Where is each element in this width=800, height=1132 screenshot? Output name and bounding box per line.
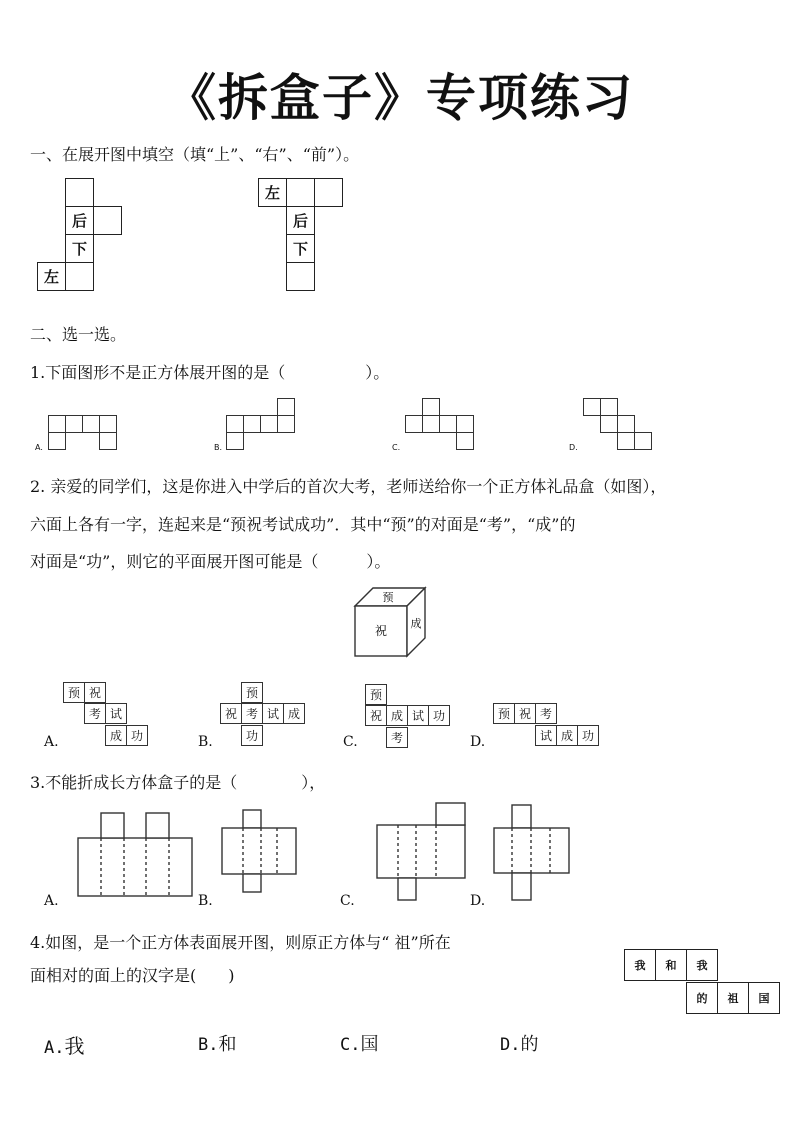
net2-cell <box>286 262 315 291</box>
net-square <box>277 398 295 416</box>
gift-cube <box>350 583 430 660</box>
net-word-cell: 祝 <box>220 703 242 724</box>
net-square <box>260 415 278 433</box>
net-word-cell: 预 <box>493 703 515 724</box>
net-square <box>405 415 423 433</box>
net-word-cell: 成 <box>283 703 305 724</box>
cube-top-char: 预 <box>382 591 394 604</box>
grid-cell: 祖 <box>717 982 749 1014</box>
net-word-cell: 试 <box>105 703 127 724</box>
option-label: D. <box>470 893 486 909</box>
page-title: 《拆盒子》专项练习 <box>166 69 634 127</box>
answer-letter: B. <box>198 1035 219 1055</box>
q4-answer-b <box>198 1030 236 1056</box>
net-word-cell: 功 <box>428 705 450 726</box>
net-square <box>99 432 117 450</box>
net-word-cell: 功 <box>126 725 148 746</box>
section2-heading: 二、选一选。 <box>30 325 127 344</box>
net-square <box>439 415 457 433</box>
net-square <box>617 415 635 433</box>
net-square <box>277 415 295 433</box>
net-word-cell: 考 <box>84 703 106 724</box>
net-square <box>99 415 117 433</box>
net-square <box>634 432 652 450</box>
option-label: A. <box>35 443 43 452</box>
option-label: A. <box>44 893 59 909</box>
net-square <box>82 415 100 433</box>
net-square <box>456 432 474 450</box>
net-word-cell: 成 <box>556 725 578 746</box>
grid-cell: 的 <box>686 982 718 1014</box>
q2-line2: 六面上各有一字，连起来是“预祝考试成功”．其中“预”的对面是“考”，“成”的 <box>30 515 576 534</box>
answer-letter: A. <box>44 1038 65 1058</box>
net-word-cell: 预 <box>365 684 387 705</box>
q4-answer-d <box>500 1030 538 1056</box>
net-square <box>226 432 244 450</box>
q2-line3: 对面是“功”，则它的平面展开图可能是（ ）。 <box>30 552 391 571</box>
net-word-cell: 试 <box>535 725 557 746</box>
net-word-cell: 考 <box>386 727 408 748</box>
answer-char: 和 <box>218 1034 237 1055</box>
net-word-cell: 功 <box>241 725 263 746</box>
option-label: D. <box>470 734 486 750</box>
net-word-cell: 成 <box>386 705 408 726</box>
net-word-cell: 考 <box>241 703 263 724</box>
answer-letter: C. <box>340 1035 361 1055</box>
net2-cell <box>314 178 343 207</box>
net-square <box>422 398 440 416</box>
net-square <box>243 415 261 433</box>
net-square <box>48 432 66 450</box>
option-label: A. <box>44 734 59 750</box>
cube-front-char: 祝 <box>374 624 388 638</box>
net-word-cell: 试 <box>262 703 284 724</box>
q3-text: 3.不能折成长方体盒子的是（ ）， <box>30 773 326 792</box>
net1-cell <box>65 262 94 291</box>
answer-char: 我 <box>64 1034 85 1058</box>
q3-net-c <box>377 803 465 900</box>
net-square <box>600 398 618 416</box>
section1-heading: 一、在展开图中填空（填“上”、“右”、“前”）。 <box>30 145 360 164</box>
cube-right-char: 成 <box>410 617 422 630</box>
net-word-cell: 祝 <box>514 703 536 724</box>
q4-line1: 4.如图，是一个正方体表面展开图，则原正方体与“ 祖”所在 <box>30 933 451 952</box>
grid-cell: 我 <box>624 949 656 981</box>
grid-cell: 我 <box>686 949 718 981</box>
grid-cell: 和 <box>655 949 687 981</box>
net-square <box>65 415 83 433</box>
net-word-cell: 预 <box>241 682 263 703</box>
net1-cell <box>93 206 122 235</box>
option-label: B. <box>198 893 213 909</box>
q4-line2: 面相对的面上的汉字是( ) <box>30 966 235 985</box>
net-word-cell: 成 <box>105 725 127 746</box>
answer-char: 的 <box>520 1034 539 1055</box>
option-label: C. <box>392 443 401 452</box>
option-label: D. <box>569 443 578 452</box>
net1-cell <box>65 178 94 207</box>
net2-cell <box>286 178 315 207</box>
net1-cell-back: 后 <box>65 206 94 235</box>
q3-net-b <box>222 810 296 892</box>
net-square <box>48 415 66 433</box>
q4-answer-c <box>340 1030 378 1056</box>
net-square <box>600 415 618 433</box>
net-word-cell: 祝 <box>365 705 387 726</box>
q1-text: 1.下面图形不是正方体展开图的是（ ）。 <box>30 363 390 382</box>
net-word-cell: 试 <box>407 705 429 726</box>
net-square <box>226 415 244 433</box>
net-square <box>422 415 440 433</box>
net-word-cell: 预 <box>63 682 85 703</box>
option-label: C. <box>340 893 355 909</box>
answer-letter: D. <box>500 1035 521 1055</box>
net1-cell-left: 左 <box>37 262 66 291</box>
net-word-cell: 祝 <box>84 682 106 703</box>
q3-net-a <box>78 813 192 896</box>
q4-answer-a <box>44 1030 84 1059</box>
answer-char: 国 <box>360 1034 379 1055</box>
option-label: B. <box>198 734 213 750</box>
net-word-cell: 考 <box>535 703 557 724</box>
net-word-cell: 功 <box>577 725 599 746</box>
option-label: B. <box>214 443 223 452</box>
q3-box-nets <box>0 795 800 915</box>
net-square <box>583 398 601 416</box>
net2-cell-back: 后 <box>286 206 315 235</box>
net1-cell-bottom: 下 <box>65 234 94 263</box>
grid-cell: 国 <box>748 982 780 1014</box>
net-square <box>456 415 474 433</box>
net2-cell-bottom: 下 <box>286 234 315 263</box>
q3-net-d <box>494 805 569 900</box>
option-label: C. <box>343 734 358 750</box>
q2-line1: 2. 亲爱的同学们，这是你进入中学后的首次大考，老师送给你一个正方体礼品盒（如图）， <box>30 477 667 496</box>
net2-cell-left: 左 <box>258 178 287 207</box>
net-square <box>617 432 635 450</box>
